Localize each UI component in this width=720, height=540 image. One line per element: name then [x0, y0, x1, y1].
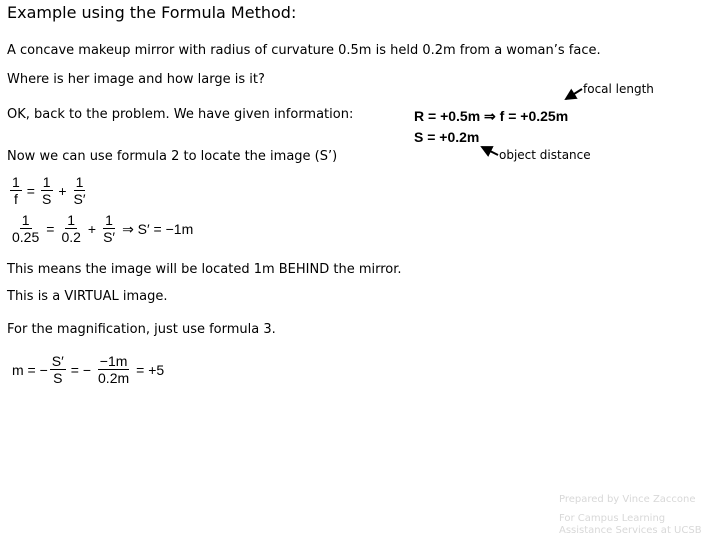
formula-intro: Now we can use formula 2 to locate the image (S’) — [7, 149, 338, 164]
virtual-text: This is a VIRTUAL image. — [7, 289, 168, 304]
question-text: Where is her image and how large is it? — [7, 72, 265, 87]
footer-line1: For Campus Learning — [559, 513, 666, 524]
footer-line2: Assistance Services at UCSB — [559, 525, 702, 536]
lens-equation-solved: $\frac{1}{0.25}$ = $\frac{1}{0.2}$ + $\frac{1}{S'}$ ⇒ S′ = −1m — [12, 212, 194, 245]
arrow-icon — [482, 147, 498, 155]
footer-prepared: Prepared by Vince Zaccone — [559, 494, 696, 505]
given-r: R = +0.5m ⇒ f = +0.25m — [414, 108, 569, 124]
lens-equation: $\frac{1}{f}$ = $\frac{1}{S}$ + $\frac{1}{S'}$ — [12, 174, 86, 207]
given-intro: OK, back to the problem. We have given information: — [7, 107, 354, 122]
problem-text: A concave makeup mirror with radius of curvature 0.5m is held 0.2m from a woman’s face. — [7, 43, 601, 58]
focal-length-label: focal length — [583, 82, 654, 96]
arrow-icon — [566, 89, 582, 99]
object-distance-label: object distance — [499, 148, 591, 162]
magnification-equation: m = − $\frac{S'}{S}$ = − $\frac{-1m}{0.2m}$ = +5 — [12, 353, 165, 386]
given-s: S = +0.2m — [414, 129, 480, 145]
magnification-intro: For the magnification, just use formula 3. — [7, 322, 276, 337]
result-text: This means the image will be located 1m BEHIND the mirror. — [7, 262, 402, 277]
slide-title: Example using the Formula Method: — [7, 3, 297, 22]
